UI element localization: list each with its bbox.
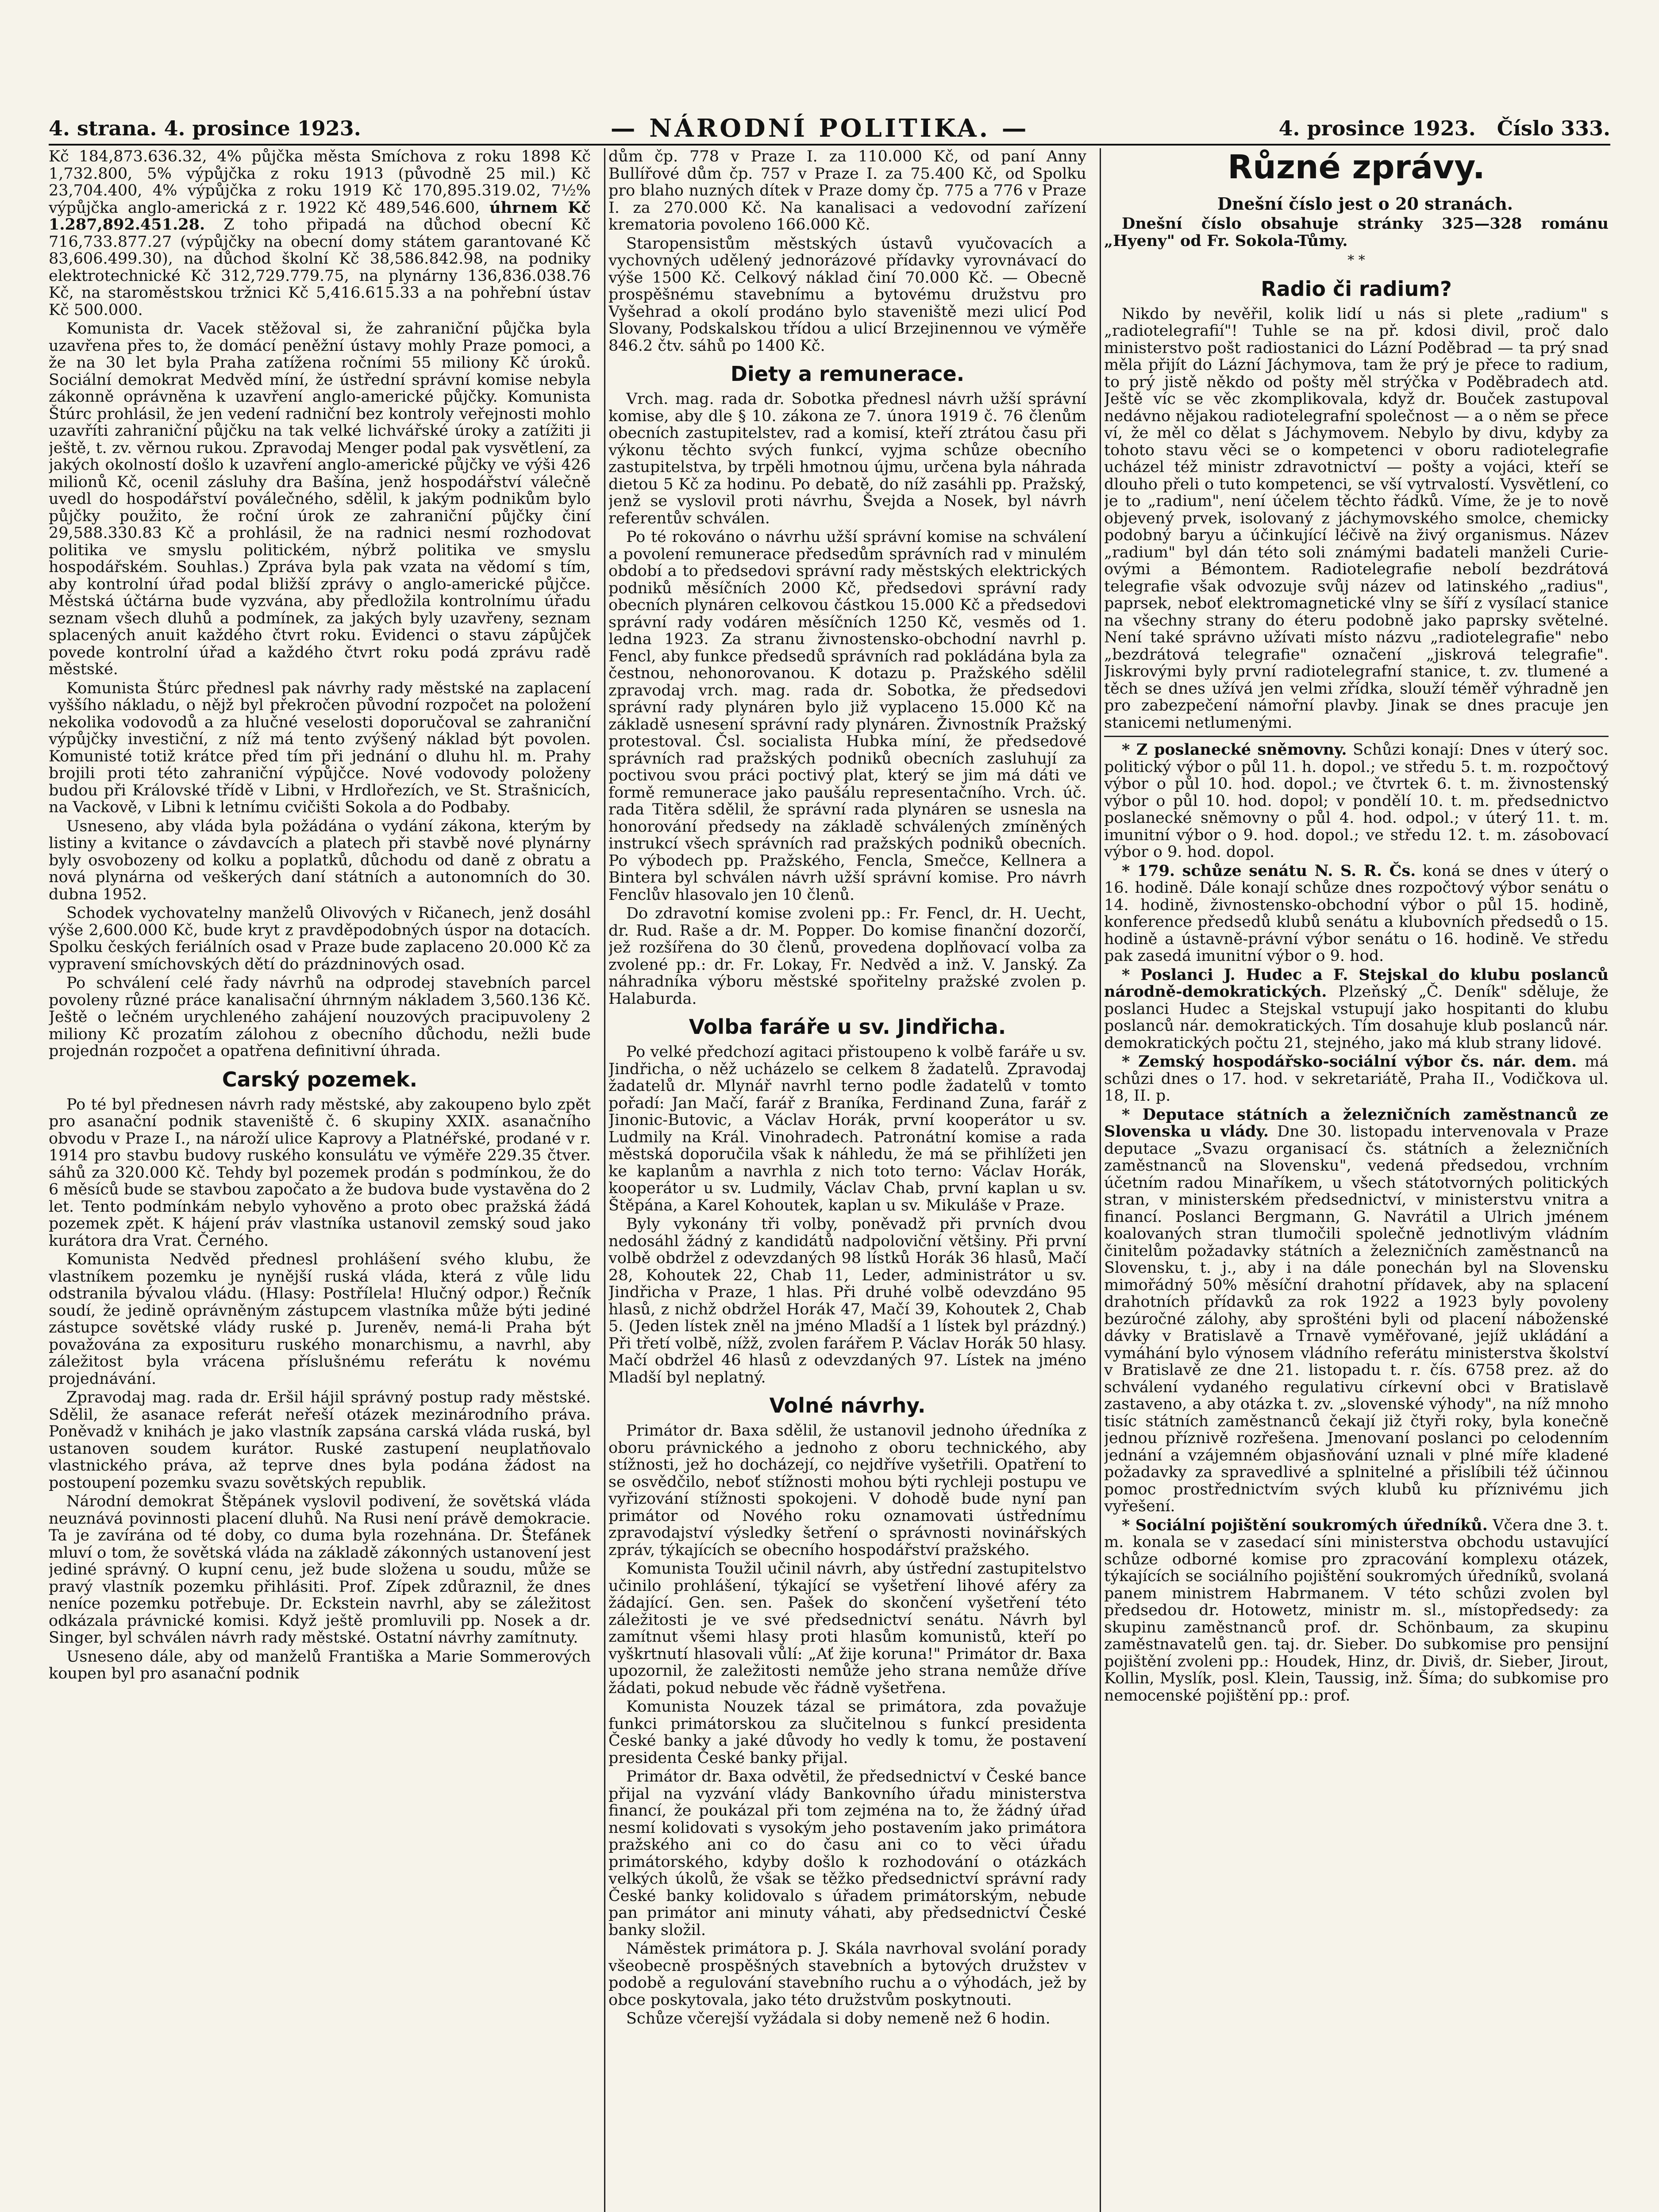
article-paragraph: Byly vykonány tři volby, poněvadž při prvních dvou nedosáhl žádný z kandidátů nadpoloviční většiny. Při první volbě obdržel z odevzdaných 98 lístků Horák 36 hlasů, Mačí 28, Kohoutek 22, Chab 11, Leder, administrátor u sv. Jindřicha v Praze, 1 hlas. Při druhé volbě odevzdáno 95 hlasů, z nichž obdržel Horák 47, Mačí 39, Kohoutek 2, Chab 5. (Jeden lístek zněl na jméno Mladší a 1 lístek byl prázdný.) Při třetí volbě, nížž, zvolen farářem P. Václav Horák 50 hlasy. Mačí obdržel 46 hlasů z odevzdaných 97. Lístek na jméno Mladší byl neplatný. <box>608 1215 1086 1386</box>
article-paragraph: Schodek vychovatelny manželů Olivových v Ričanech, jenž dosáhl výše 2,600.000 Kč, bude kryt z pravděpodobných úspor na dotacích. Spolku českých feriálních osad v Praze bude zaplaceno 20.000 Kč za vypravení smíchovských dětí do prázdninových osad. <box>49 904 591 973</box>
lead-notice: Dnešní číslo obsahuje stránky 325—328 románu „Hyeny" od Fr. Sokola-Tůmy. <box>1104 215 1609 250</box>
section-heading: Různé zprávy. <box>1228 148 1485 186</box>
article-paragraph: Komunista dr. Vacek stěžoval si, že zahraniční půjčka byla uzavřena přes to, že domácí peněžní ústavy mohly Praze pomoci, a že na 30 let byla Praha zatížena ročními 55 miliony Kč úroků. Sociální demokrat Medvěd míní, že ústřední správní komise nebyla zákonně oprávněna k uzavření anglo-americké půjčky. Komunista Štúrc prohlásil, že jen vedení radniční bez kontroly veřejnosti mohlo uzavříti zahraniční půjčku na tak velké lichvářské úroky a zatížiti ji ještě, t. zv. věrnou rukou. Zpravodaj Menger podal pak vysvětlení, za jakých okolností došlo k uzavření anglo-americké půjčky ve výši 426 milionů Kč, ocenil zásluhy dra Bašína, jenž hospodářství válečně uvedl do hospodářství poválečného, sdělil, k jakým podnikům bylo půjčky použito, že roční úrok ze zahraniční půjčky činí 29,588.330.83 Kč a prohlásil, že na radnici nesmí rozhodovat politika ve smyslu politickém, nýbrž politika ve smyslu hospodářském. Souhlas.) Zpráva byla pak vzata na vědomí s tím, aby kontrolní úřad podal bližší zprávy o anglo-americké půjčce. Městská účtárna bude vyzvána, aby předložila kontrolnímu úřadu seznam všech dluhů a podmínek, za jakých byly uzavřeny, seznam splacených anuit každého čtvrt roku. Evidenci o stavu zápůjček povede kontrolní úřad a každého čtvrt roku podá zprávu radě městské. <box>49 320 591 678</box>
article-paragraph: Vrch. mag. rada dr. Sobotka přednesl návrh užší správní komise, aby dle § 10. zákona ze 7. února 1919 č. 76 členům obecních zastupitelstev, rad a komisí, kteří ztrátou času při výkonu těchto svých funkcí, vyjma schůze obecního zastupitelstva, by trpěli hmotnou újmu, určena byla náhrada dietou 5 Kč za hodinu. Po debatě, do níž zasáhli pp. Pražský, jenž se vyslovil proti návrhu, Švejda a Nosek, byl návrh referentův schválen. <box>608 390 1086 527</box>
article-paragraph: Nikdo by nevěřil, kolik lidí u nás si plete „radium" s „radiotelegrafií"! Tuhle se na př. kdosi divil, proč dalo ministerstvo pošt radiostanici do Lázní Poděbrad — ta prý snad měla přijít do Lázní Jáchymova, tam že prý je přece to radium, to prý jistě někdo od pošty měl strýčka v Poděbradech atd. Ještě víc se věc zkomplikovala, když dr. Bouček zastupoval nedávno nějakou radiotelegrafní společnost — a o něm se přece ví, že měl co dělat s Jáchymovem. Nebylo by divu, kdyby za tohoto stavu věci se o kompetenci v oboru radiotelegrafie ucházel též ministr zdravotnictví — pošty a vojáci, kteří se dlouho přeli o tuto kompetenci, se vší vytrvalostí. Vysvětlení, co je to „radium", není účelem těchto řádků. Víme, že je to nově objevený prvek, isolovaný z jáchymovského smolce, chemicky podobný baryu a účinkující léčivě na živý organismus. Název „radium" byl dán této soli známými badateli manželi Curie-ovými a Bémontem. Radiotelegrafie nebolí bezdrátová telegrafie však odvozuje svůj název od latinského „radius", paprsek, neboť elektromagnetické vlny se šíří z vysílací stanice na všechny strany do éteru podobně jako paprsky světelné. Není také správno užívati místo názvu „radiotelegrafie" nebo „bezdrátová telegrafie" označení „jiskrová telegrafie". Jiskrovými byly první radiotelegrafní stanice, t. zv. tlumené a těch se dnes užívá jen velmi zřídka, slouží téměř výhradně jen pro zabezpečení námořní plavby. Jinak se dnes pracuje jen stanicemi netlumenými. <box>1104 305 1609 732</box>
column-3 <box>1104 148 1609 2212</box>
column-2 <box>608 148 1101 2212</box>
section-heading: Volba faráře u sv. Jindřicha. <box>689 1015 1006 1039</box>
article-paragraph: Po schválení celé řady návrhů na odprodej stavebních parcel povoleny různé práce kanalisační úhrnným nákladem 3,560.136 Kč. Ještě o lečném urychleného zahájení nouzových pracipuvoleny 2 miliony Kč prozatím zálohou z obecního důchodu, nežli bude projednán rozpočet a opatřena definitivní úhrada. <box>49 974 591 1060</box>
article-paragraph: dům čp. 778 v Praze I. za 110.000 Kč, od paní Anny Bullířové dům čp. 757 v Praze I. za 75.400 Kč, od Spolku pro blaho nuzných dítek v Praze domy čp. 775 a 776 v Praze I. za 270.000 Kč. Na kanalisaci a vedovodní zařízení krematoria povoleno 166.000 Kč. <box>608 148 1086 234</box>
article-paragraph: Komunista Štúrc přednesl pak návrhy rady městské na zaplacení vyššího nákladu, o nějž byl překročen původní rozpočet na položení nekolika vodovodů a za hlučné veselosti doporučoval se zahraniční výpůjčky investiční, z níž má tento zvýšený náklad být povolen. Komunisté totiž krátce před tím při jednání o dluhu hl. m. Prahy brojili proti této zahraniční výpůjčce. Nové vodovody položeny budou při Královské třídě v Libni, v Hrdlořezích, ve St. Strašnicích, na Vackově, v Libni k letnímu cvičišti Sokola a do Podbaby. <box>49 679 591 816</box>
masthead-left: 4. strana. 4. prosince 1923. <box>49 116 361 140</box>
section-heading: Radio či radium? <box>1261 276 1452 301</box>
news-item: * 179. schůze senátu N. S. R. Čs. koná se dnes v úterý o 16. hodině. Dále konají schůze dnes rozpočtový výbor senátu o 14. hodině, živnostensko-obchodní výbor o půl 15. hodině, konference předsedů klubů senátu a klubovních předsedů o 15. hodině a ústavně-právní výbor senátu o 16. hodině. Ve středu pak zasedá imunitní výbor o 9. hod. <box>1104 861 1609 965</box>
section-heading: Volné návrhy. <box>769 1394 926 1417</box>
section-heading: Diety a remunerace. <box>730 362 965 386</box>
article-paragraph: Komunista Toužil učinil návrh, aby ústřední zastupitelstvo učinilo prohlášení, týkající se vyšetření lihové aféry za žádající. Gen. sen. Pašek do skončení vyšetření této záležitosti je ve své předsednictví senátu. Návrh byl zamítnut všemi hlasy proti hlasům komunistů, kteří po vyškrtnutí hlasovali vůlí: „Ať žije koruna!" Primátor dr. Baxa upozornil, že zaležitosti nemůže jeho strana nemůže dříve žádati, pokud nebude věc řádně vyšetřena. <box>608 1560 1086 1697</box>
article-paragraph: Do zdravotní komise zvoleni pp.: Fr. Fencl, dr. H. Uecht, dr. Rud. Raše a dr. M. Popper. Do komise finanční dozorčí, jež rozšířena do 30 členů, provedena doplňovací volba za zvolené pp.: dr. Fr. Lokay, Fr. Nedvěd a inž. V. Janský. Za náhradníka výboru městské spořitelny pražské zvolen p. Halaburda. <box>608 905 1086 1008</box>
masthead <box>49 113 1610 146</box>
column-1 <box>49 148 605 2212</box>
separator-stars: * * <box>1347 253 1365 268</box>
news-item: * Z poslanecké sněmovny. Schůzi konají: Dnes v úterý soc. politický výbor o půl 11. h. dopol.; ve středu 5. t. m. rozpočtový výbor o půl 10. hod. dopol.; ve čtvrtek 6. t. m. živnostenský výbor o půl 10. hod. dopol; v pondělí 10. t. m. předsednictvo poslanecké sněmovny o půl 4. hod. odpol.; v úterý 11. t. m. imunitní výbor o 9. hod. dopol.; ve středu 12. t. m. zásobovací výbor o 9. hod. dopol. <box>1104 741 1609 861</box>
masthead-right <box>1278 116 1610 140</box>
article-paragraph: Po té byl přednesen návrh rady městské, aby zakoupeno bylo zpět pro asanační podnik staveniště č. 6 skupiny XXIX. asanačního obvodu v Praze I., na nároží ulice Kaprovy a Platnéřské, prodané v r. 1914 pro stavbu budovy ruského konsulátu ve výměře 229.35 čtver. sáhů za 320.000 Kč. Tehdy byl pozemek prodán s podmínkou, že do 6 měsíců bude se stavbou započato a že budova bude vystavěna do 2 let. Tento podmínkám nebylo vyhověno a proto obec pražská žádá pozemek zpět. K hájení práv vlastníka ustanovil zemský soud jako kurátora dra Vrat. Černého. <box>49 1095 591 1250</box>
article-paragraph: Staropensistům městských ústavů vyučovacích a vychovných udělený jednorázové přídavky vyrovnávací do výše 1500 Kč. Celkový náklad činí 70.000 Kč. — Obecně prospěšnému stavebnímu a bytovému družstvu pro Vyšehrad a okolí prodáno bylo staveniště mezi ulicí Pod Slovany, Podskalskou třídou a ulicí Brzejinennou ve výměře 846.2 čtv. sáhů po 1400 Kč. <box>608 234 1086 355</box>
news-item: * Poslanci J. Hudec a F. Stejskal do klubu poslanců národně-demokratických. Plzeňský „Č. Deník" sděluje, že poslanci Hudec a Stejskal vstupují jako hospitanti do klubu poslanců nár. demokratických. Tím dosahuje klub poslanců nár. demokratických počtu 21, stejného, jako má klub strany lidové. <box>1104 965 1609 1052</box>
news-item: * Zemský hospodářsko-sociální výbor čs. nár. dem. má schůzi dnes o 17. hod. v sekretariátě, Praha II., Vodičkova ul. 18, II. p. <box>1104 1052 1609 1105</box>
article-paragraph: Po té rokováno o návrhu užší správní komise na schválení a povolení remunerace předsedům správních rad v minulém období a to předsedovi správní rady městských elektrických podniků měsíčních 2000 Kč, předsedovi správní rady obecních plynáren celkovou částkou 15.000 Kč a předsedovi správní rady vodáren měsíčních 1250 Kč, vesměs od 1. ledna 1923. Za stranu živnostensko-obchodní navrhl p. Fencl, aby funkce předsedů správních rad pokládána byla za čestnou, nehonorovanou. K dotazu p. Pražského sdělil zpravodaj vrch. mag. rada dr. Sobotka, že předsedovi správní rady plynáren bylo již vyplaceno 15.000 Kč na základě usnesení správní rady plynáren. Živnostník Pražský protestoval. Čsl. socialista Hubka míní, že předsedové správních rad pražských podniků obecních zasluhují za poctivou svou práci poctivý plat, který se jim má dáti ve formě remunerace jako paušálu representačního. Vrch. úč. rada Titěra sdělil, že správní rada plynáren se usnesla na honorování předsedy na základě schválených zmíněných instrukcí všech správních rad pražských podniků obecních. Po výbodech pp. Pražského, Fencla, Smečce, Kellnera a Bintera byl schválen návrh užší správní komise. Pro návrh Fenclův hlasovalo jen 10 členů. <box>608 528 1086 904</box>
article-paragraph: Primátor dr. Baxa odvětil, že předsednictví v České bance přijal na vyzvání vlády Bankovního úřadu ministerstva financí, že poukázal při tom zejména na to, že žádný úřad nesmí kolidovati s vysokým jeho postavením jako primátora pražského ani co do času ani co to věci úřadu primátorského, kdyby došlo k rozhodování o otázkách velkých úkolů, že však se těžko předsednictví správní rady České banky kolidovalo s úřadem primátorským, nebude pan primátor ani minuty váhati, aby předsednictví České banky složil. <box>608 1768 1086 1939</box>
issue-number: Číslo 333. <box>1497 116 1610 140</box>
divider <box>1104 736 1609 737</box>
section-heading: Carský pozemek. <box>222 1067 418 1091</box>
news-item: * Deputace státních a železničních zaměstnanců ze Slovenska u vlády. Dne 30. listopadu intervenovala v Praze deputace „Svazu organisací čs. státních a železničních zaměstnanců na Slovensku", vedená předsedou, vrchním účetním radou Minaříkem, u všech státotvorných politických stran, v ministerském předsednictví, v ministerstvu vnitra a financí. Poslanci Bergmann, G. Navrátil a Ulrich jménem koalovaných stran tlumočili společně jednotlivým vládním činitelům požadavky státních a železničních zaměstnanců na Slovensku, t. j., aby i na dále ponechán byl na Slovensku mimořádný 50% měsíční drahotní přídavek, aby na splacení drahotních přídavků za rok 1922 a 1923 byly povoleny bezúročné zálohy, aby sprošténi byli od placení náboženské dávky v Bratislavě a Trnavě vyměřované, jejíž ukládání a vymáhání bylo výnosem vládního referátu ministerstva školství v Bratislavě ze dne 21. listopadu t. r. čís. 6758 prez. až do schválení vydaného regulativu církevní obci v Bratislavě zastaveno, a aby otázka t. zv. „slovenské výhody", na níž mnoho tisíc státních zaměstnanců čekají již čtyři roky, byla konečně jednou příznivě rozřešena. Jmenovaní poslanci po celodenním jednání a vzájemném objasňování uznali v plné míře kladené požadavky za spravedlivé a splnitelné a přislíbili též účinnou pomoc prostřednictvím svých klubů ku příznivému jich vyřešení. <box>1104 1105 1609 1515</box>
news-item: * Sociální pojištění soukromých úředníků. Včera dne 3. t. m. konala se v zasedací síni ministerstva obchodu ustavující schůze odborné komise pro zpracování komplexu otázek, týkajících se sociálního pojištění soukromých úředníků, svolaná panem ministrem Habrmanem. V této schůzi zvolen byl předsedou dr. Hotowetz, ministr m. sl., místopředsedy: za skupinu zaměstnanců prof. dr. Schönbaum, za skupinu zaměstnavatelů gen. taj. dr. Sieber. Do subkomise pro pensijní pojištění zvoleni pp.: Houdek, Hinz, dr. Diviš, dr. Sieber, Jirout, Kollin, Myslík, posl. Klein, Taussig, inž. Šíma; do subkomise pro nemocenské pojištění pp.: prof. <box>1104 1516 1609 1705</box>
article-paragraph: Primátor dr. Baxa sdělil, že ustanovil jednoho úředníka z oboru právnického a jednoho z oboru technického, aby stížnosti, jež ho docházejí, co nejdříve vyšetřili. Opatření to se osvědčilo, neboť stížnosti mohou býti rychleji postupu ve vyřizování stížnosti spokojeni. V dohodě bude nyní pan primátor od Nového roku oznamovati ústřednímu zpravodajství výsledky šetření o správnosti novinářských zpráv, týkajících se obecního hospodářství pražského. <box>608 1422 1086 1559</box>
article-paragraph: Schůze včerejší vyžádala si doby nemeně než 6 hodin. <box>626 2010 1051 2028</box>
article-paragraph: Národní demokrat Štěpánek vyslovil podivení, že sovětská vláda neuznává povinnosti placení dluhů. Na Rusi není právě demokracie. Ta je zavírána od té doby, co duma byla rozehnána. Dr. Štefánek mluví o tom, že sovětská vláda na základě zákonných ustanovení jest jediné správný. O kupní cenu, jež bude složena u soudu, může se pravý vlastník pozemku přihlásiti. Prof. Zípek zdůraznil, že dnes neníce pozemku potřebuje. Dr. Eckstein navrhl, aby se záležitost odkázala právnické komisi. Když ještě promluvili pp. Nosek a dr. Singer, byl schválen návrh rady městské. Ostatní návrhy zamítnuty. <box>49 1493 591 1647</box>
article-paragraph: Po velké předchozí agitaci přistoupeno k volbě faráře u sv. Jindřicha, o něž ucházelo se celkem 8 žadatelů. Zpravodaj žadatelů dr. Mlynář navrhl terno podle žadatelů v tomto pořadí: Jan Mačí, farář z Braníka, Ferdinand Zuna, farář z Jinonic-Butovic, a Václav Horák, první kooperátor u sv. Ludmily na Král. Vinohradech. Patronátní komise a rada městská doporučila však k náhledu, že má se přihlížeti jen ke kaplanům a navrhla z nich toto terno: Václav Horák, kooperátor u sv. Ludmily, Václav Chab, první kaplan u sv. Štěpána, a Karel Kohoutek, kaplan u sv. Mikuláše v Praze. <box>608 1043 1086 1214</box>
article-paragraph: Zpravodaj mag. rada dr. Eršil hájil správný postup rady městské. Sdělil, že asanace referát neřeší otázek mezinárodního práva. Poněvadž v knihách je jako vlastník zapsána carská vláda ruská, byl ustanoven soudem kurátor. Ruské zastupení neuplatňovalo vlastnického práva, až teprve dnes byla podána žádost na postoupení pozemku svazu sovětských republik. <box>49 1389 591 1492</box>
newspaper-title: — NÁRODNÍ POLITIKA. — <box>610 114 1029 143</box>
article-paragraph: Komunista Nedvěd přednesl prohlášení svého klubu, že vlastníkem pozemku je nynější ruská vláda, která z vůle lidu odstranila bývalou vládu. (Hlasy: Postřílela! Hlučný odpor.) Řečník soudí, že jedině oprávněným zástupcem vlastníka může býti jediné zástupce sovětské vlády ruské p. Jureněv, nemá-li Praha být považována za exposituru ruského monarchismu, a navrhl, aby záležitost byla vrácena příslušnému referátu k novému projednávání. <box>49 1251 591 1388</box>
article-paragraph: Usneseno, aby vláda byla požádána o vydání zákona, kterým by listiny a kvitance o závdavcích a platech při stavbě nové plynárny byly osvobozeny od kolku a poplatků, důchodu od daně z obratu a nová plynárna od veškerých daní státních a autonomních do 30. dubna 1952. <box>49 817 591 903</box>
article-paragraph: Náměstek primátora p. J. Skála navrhoval svolání porady všeobecně prospěšných stavebních a bytových družstev v podobě a regulování stavebního ruchu a o výhodách, jež by obce poskytovala, jako této družstvům poskytnouti. <box>608 1940 1086 2009</box>
article-paragraph: Komunista Nouzek tázal se primátora, zda považuje funkci primátorskou za slučitelnou s funkcí presidenta České banky a jaké důvody ho vedly k tomu, že postavení presidenta České banky přijal. <box>608 1698 1086 1767</box>
article-paragraph: Kč 184,873.636.32, 4% půjčka města Smíchova z roku 1898 Kč 1,732.800, 5% výpůjčka z roku 1913 (původně 25 mil.) Kč 23,704.400, 4% výpůjčka z roku 1919 Kč 170,895.319.02, 7½% výpůjčka anglo-americká z r. 1922 Kč 489,546.600, úhrnem Kč 1.287,892.451.28. Z toho připadá na důchod obecní Kč 716,733.877.27 (výpůjčky na obecní domy státem garantované Kč 83,606.499.30), na důchod školní Kč 38,586.842.98, na podniky elektrotechnické Kč 312,729.779.75, na plynárny 136,836.038.76 Kč, na staroměstskou tržnici Kč 5,416.615.33 a na pohřební ústav Kč 500.000. <box>49 148 591 319</box>
lead-notice: Dnešní číslo jest o 20 stranách. <box>1217 194 1513 214</box>
masthead-date: 4. prosince 1923. <box>1278 116 1476 140</box>
article-paragraph: Usneseno dále, aby od manželů Františka a Marie Sommerových koupen byl pro asanační podnik <box>49 1647 591 1682</box>
